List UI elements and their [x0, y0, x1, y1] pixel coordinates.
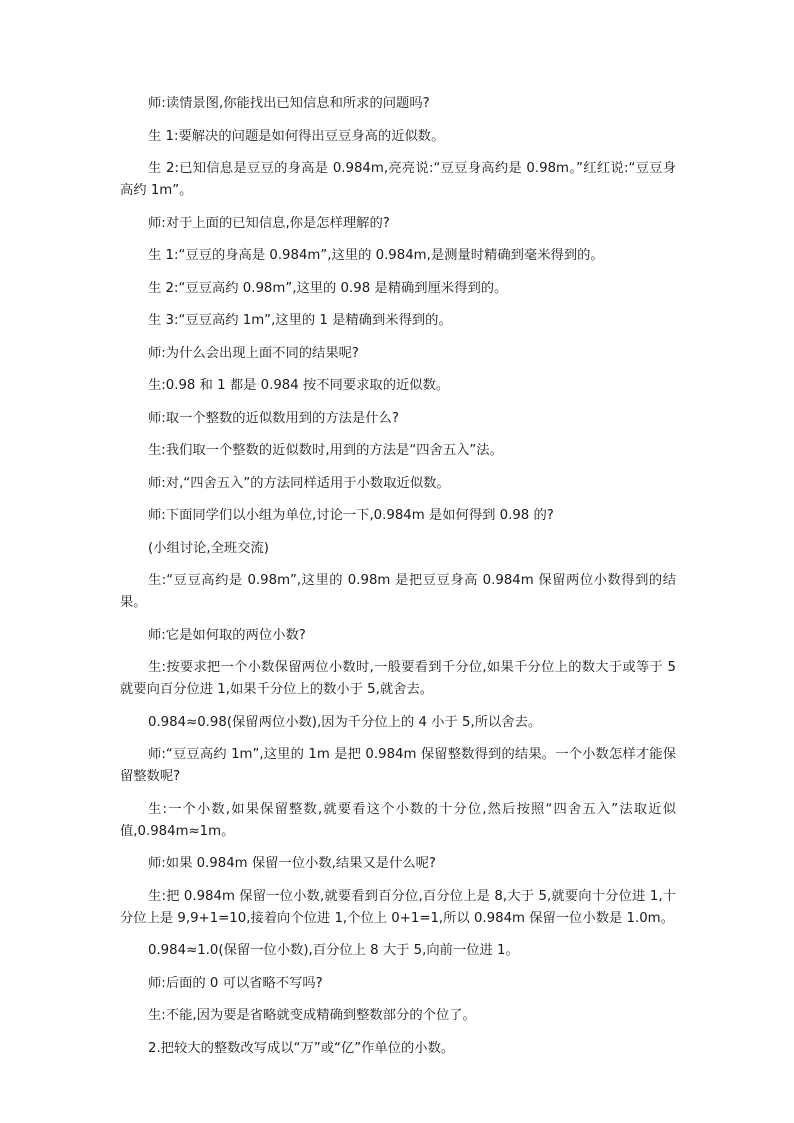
paragraph: 生:不能,因为要是省略就变成精确到整数部分的个位了。: [148, 1008, 476, 1023]
paragraph: 0.984≈0.98(保留两位小数),因为千分位上的 4 小于 5,所以舍去。: [148, 714, 542, 730]
paragraph: 生 1:要解决的问题是如何得出豆豆身高的近似数。: [148, 128, 445, 144]
paragraph: (小组讨论,全班交流): [148, 540, 269, 556]
paragraph: 师:如果 0.984m 保留一位小数,结果又是什么呢?: [148, 856, 436, 871]
paragraph: 生:把 0.984m 保留一位小数,就要看到百分位,百分位上是 8,大于 5,就要向十分位进 1,十分位上是 9,9+1=10,接着向个位进 1,个位上 0+1=1,所以 0.984m 保留一位小数是 1.0m。: [120, 888, 676, 926]
document-body: [120, 93, 676, 1070]
paragraph: 生:“豆豆高约是 0.98m”,这里的 0.98m 是把豆豆身高 0.984m 保留两位小数得到的结果。: [120, 573, 676, 610]
paragraph: 生 2:“豆豆高约 0.98m”,这里的 0.98 是精确到厘米得到的。: [148, 280, 508, 296]
paragraph: 师:它是如何取的两位小数?: [148, 627, 306, 643]
paragraph: 生:按要求把一个小数保留两位小数时,一般要看到千分位,如果千分位上的数大于或等于 5 就要向百分位进 1,如果千分位上的数小于 5,就舍去。: [120, 660, 676, 697]
paragraph: 生 2:已知信息是豆豆的身高是 0.984m,亮亮说:“豆豆身高约是 0.98m。”红红说:“豆豆身高约 1m”。: [120, 161, 676, 198]
paragraph: 师:对于上面的已知信息,你是怎样理解的?: [148, 215, 390, 231]
paragraph: 师:对,“四舍五入”的方法同样适用于小数取近似数。: [148, 475, 450, 491]
paragraph: 师:取一个整数的近似数用到的方法是什么?: [148, 410, 399, 426]
paragraph: 师:后面的 0 可以省略不写吗?: [148, 975, 323, 991]
paragraph: 生 3:“豆豆高约 1m”,这里的 1 是精确到米得到的。: [148, 313, 452, 328]
paragraph: 师:读情景图,你能找出已知信息和所求的问题吗?: [148, 96, 430, 111]
section-heading: 2.把较大的整数改写成以“万”或“亿”作单位的小数。: [148, 1040, 455, 1056]
paragraph: 生:我们取一个整数的近似数时,用到的方法是“四舍五入”法。: [148, 443, 503, 458]
paragraph: 师:下面同学们以小组为单位,讨论一下,0.984m 是如何得到 0.98 的?: [148, 508, 554, 523]
paragraph: 师:为什么会出现上面不同的结果呢?: [148, 345, 359, 361]
paragraph: 0.984≈1.0(保留一位小数),百分位上 8 大于 5,向前一位进 1。: [148, 943, 519, 958]
paragraph: 生:一个小数,如果保留整数,就要看这个小数的十分位,然后按照“四舍五入”法取近似值,0.984m≈1m。: [120, 801, 676, 839]
paragraph: 生:0.98 和 1 都是 0.984 按不同要求取的近似数。: [148, 378, 450, 393]
paragraph: 生 1:“豆豆的身高是 0.984m”,这里的 0.984m,是测量时精确到毫米得到的。: [148, 248, 604, 263]
paragraph: 师:“豆豆高约 1m”,这里的 1m 是把 0.984m 保留整数得到的结果。一个小数怎样才能保留整数呢?: [120, 747, 676, 784]
